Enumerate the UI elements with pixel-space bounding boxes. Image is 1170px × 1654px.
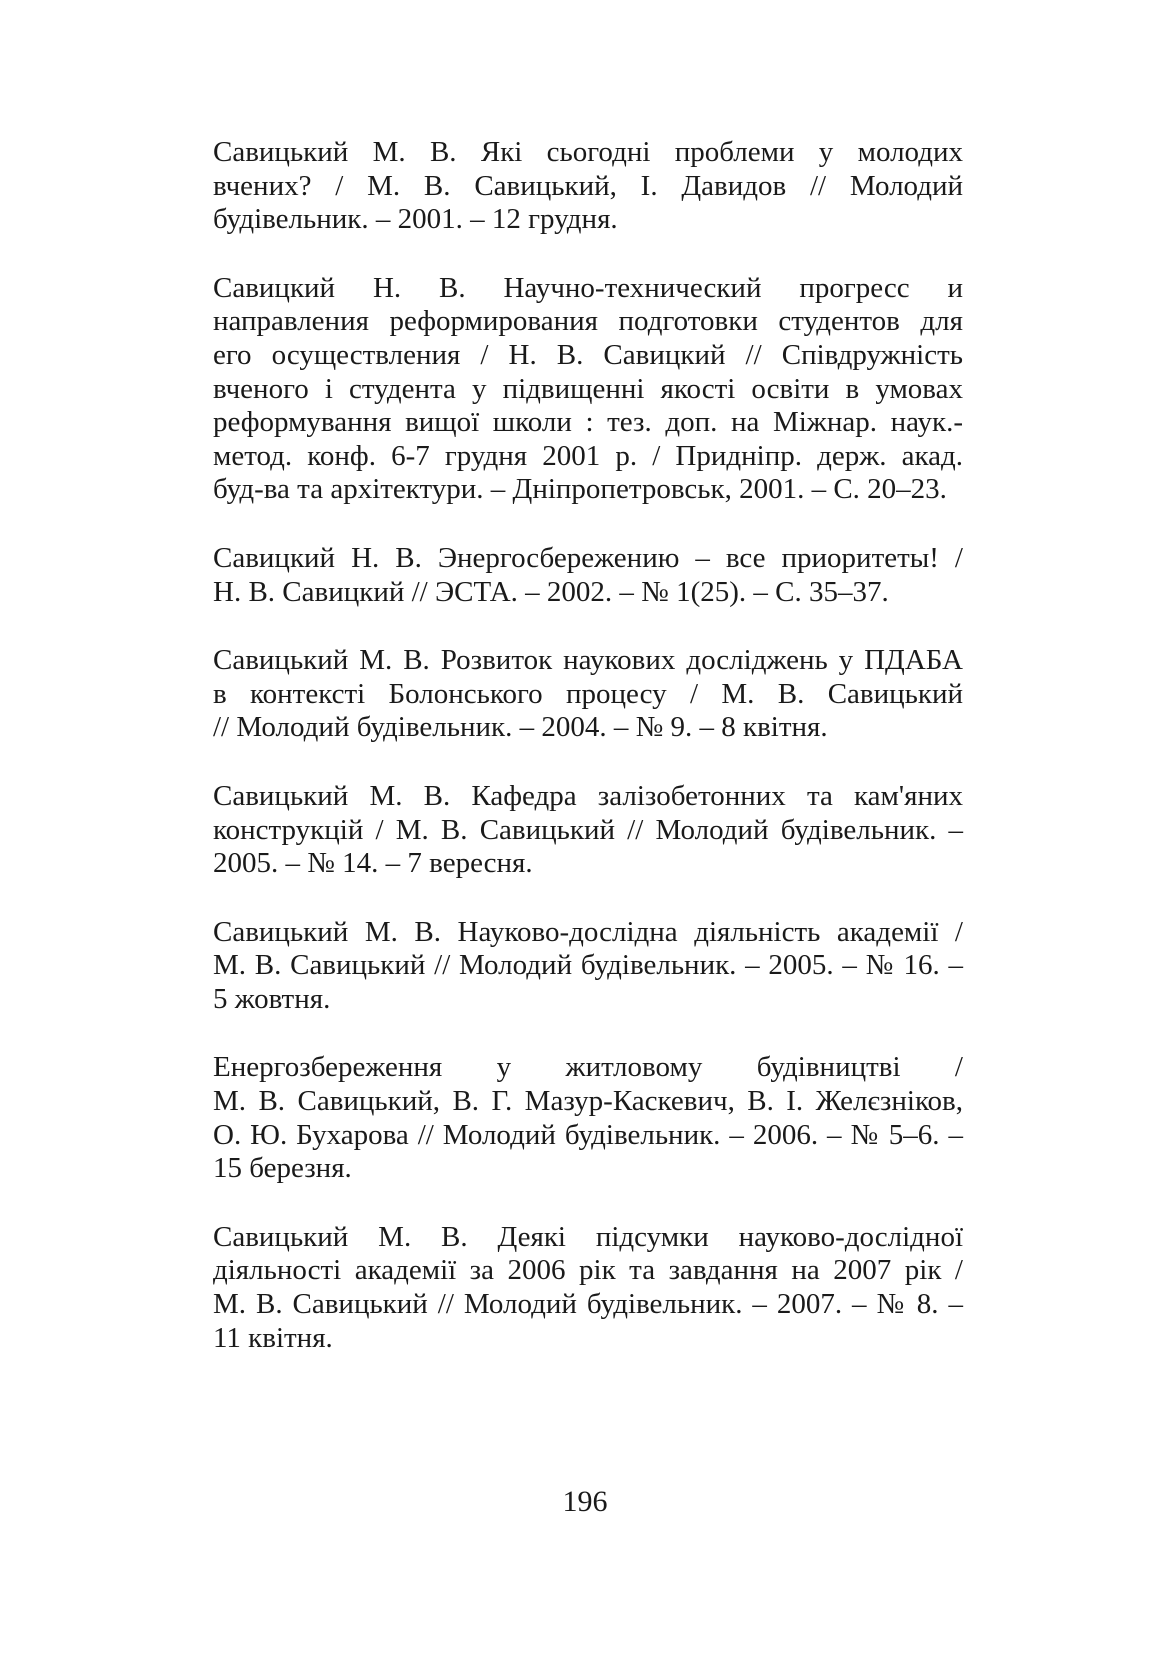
entry-line: Савицький М. В. Розвиток наукових досліджень у ПДАБА bbox=[213, 644, 963, 677]
entry-line: Савицький М. В. Науково-дослідна діяльність академії / bbox=[213, 915, 963, 948]
entry-line: // Молодий будівельник. – 2004. – № 9. – 8 квітня. bbox=[213, 711, 828, 744]
entry-line: направления реформирования подготовки студентов для bbox=[213, 305, 963, 338]
entry-line: Н. В. Савицкий // ЭСТА. – 2002. – № 1(25). – С. 35–37. bbox=[213, 575, 889, 608]
entry-line: М. В. Савицький // Молодий будівельник. – 2005. – № 16. – bbox=[213, 949, 963, 982]
entry-line: реформування вищої школи : тез. доп. на Міжнар. наук.- bbox=[213, 406, 963, 439]
entry-line: Савицький М. В. Кафедра залізобетонних та кам'яних bbox=[213, 779, 963, 812]
entry-line: его осуществления / Н. В. Савицкий // Співдружність bbox=[213, 338, 963, 371]
bibliography-entry bbox=[213, 780, 963, 881]
bibliography-entry bbox=[213, 136, 963, 237]
entry-line: Савицкий Н. В. Научно-технический прогресс и bbox=[213, 271, 963, 304]
entry-line: 2005. – № 14. – 7 вересня. bbox=[213, 847, 533, 880]
entry-line: Енергозбереження у житловому будівництві / bbox=[213, 1051, 963, 1084]
entry-line: вчених? / М. В. Савицький, І. Давидов // Молодий bbox=[213, 169, 963, 202]
entry-line: будівельник. – 2001. – 12 грудня. bbox=[213, 203, 618, 236]
entry-line: М. В. Савицький // Молодий будівельник. – 2007. – № 8. – bbox=[213, 1288, 963, 1321]
entry-line: Савицький М. В. Деякі підсумки науково-дослідної bbox=[213, 1220, 963, 1253]
entry-line: конструкцій / М. В. Савицький // Молодий будівельник. – bbox=[213, 813, 963, 846]
bibliography-entry bbox=[213, 272, 963, 507]
entry-line: О. Ю. Бухарова // Молодий будівельник. – 2006. – № 5–6. – bbox=[213, 1118, 963, 1151]
entry-line: Савицкий Н. В. Энергосбережению – все приоритеты! / bbox=[213, 541, 963, 574]
entry-line: вченого і студента у підвищенні якості освіти в умовах bbox=[213, 372, 963, 405]
entry-line: в контексті Болонського процесу / М. В. Савицький bbox=[213, 677, 963, 710]
bibliography-entry bbox=[213, 542, 963, 609]
entry-line: Савицький М. В. Які сьогодні проблеми у молодих bbox=[213, 136, 963, 168]
entry-line: 5 жовтня. bbox=[213, 982, 331, 1015]
bibliography-list bbox=[213, 136, 963, 1390]
entry-line: 11 квітня. bbox=[213, 1321, 333, 1354]
bibliography-entry bbox=[213, 1051, 963, 1185]
bibliography-entry bbox=[213, 916, 963, 1017]
entry-line: діяльності академії за 2006 рік та завдання на 2007 рік / bbox=[213, 1254, 963, 1287]
entry-line: М. В. Савицький, В. Г. Мазур-Каскевич, В. І. Желєзніков, bbox=[213, 1085, 963, 1118]
entry-line: буд-ва та архітектури. – Дніпропетровськ, 2001. – С. 20–23. bbox=[213, 473, 947, 506]
bibliography-entry bbox=[213, 644, 963, 745]
entry-line: 15 березня. bbox=[213, 1152, 352, 1185]
bibliography-entry bbox=[213, 1221, 963, 1355]
page-number: 196 bbox=[562, 1485, 608, 1518]
entry-line: метод. конф. 6-7 грудня 2001 р. / Придніпр. держ. акад. bbox=[213, 439, 963, 472]
